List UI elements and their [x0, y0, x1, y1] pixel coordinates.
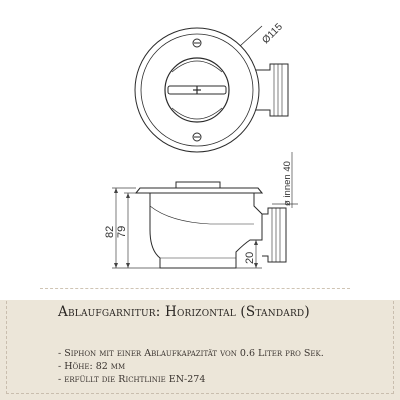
section-divider	[40, 288, 350, 289]
feature-item-standard: - erfüllt die Richtlinie EN-274	[58, 374, 206, 385]
side-view-cap-top	[176, 182, 220, 188]
feature-item-capacity: - Siphon mit einer Ablaufkapazität von 0.6 Liter pro Sek.	[58, 348, 324, 359]
inner-diameter-label: ø innen 40	[282, 161, 293, 206]
feature-item-height: - Höhe: 82 mm	[58, 361, 126, 372]
height-79-label: 79	[116, 225, 128, 238]
outlet-height-label: 20	[244, 251, 256, 264]
feature-list	[58, 347, 324, 386]
product-title: Ablaufgarnitur: Horizontal (Standard)	[58, 304, 310, 320]
diameter-label: Ø115	[260, 21, 285, 47]
height-82-label: 82	[104, 225, 116, 238]
